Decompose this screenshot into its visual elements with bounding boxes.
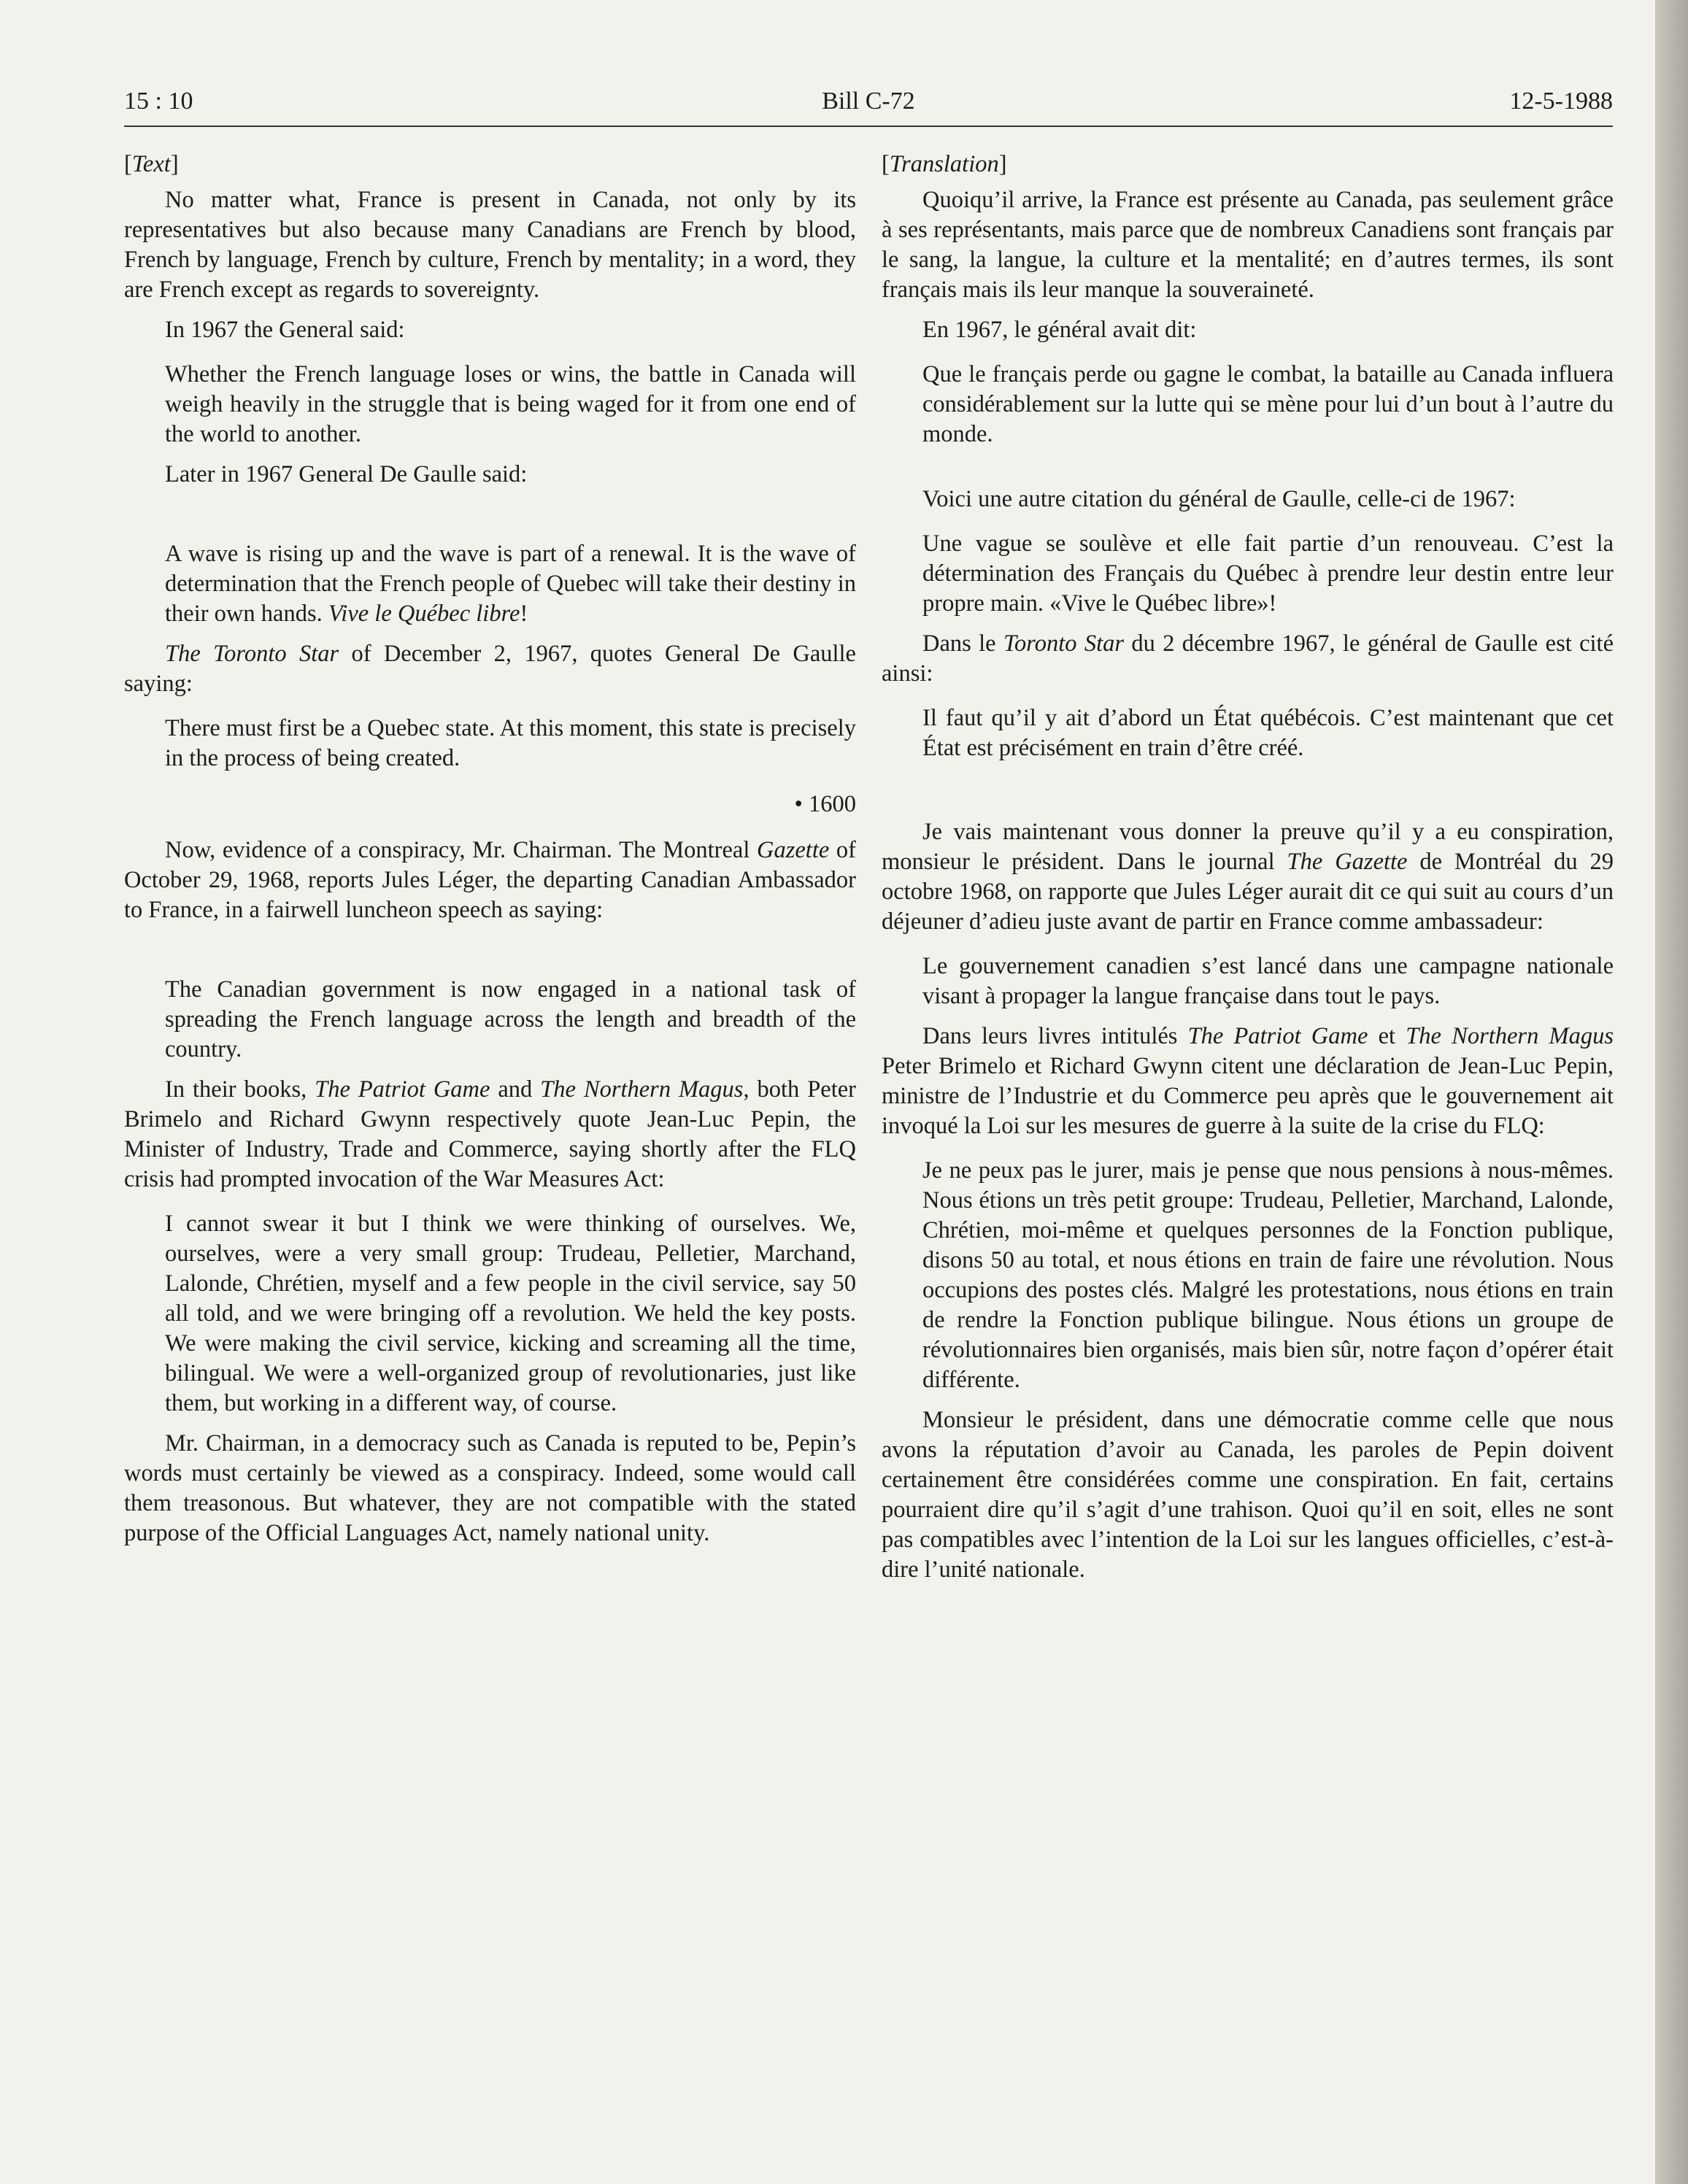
paragraph — [124, 1075, 856, 1195]
section-label-text: [ Text ] — [124, 150, 856, 180]
paragraph-text: et — [1368, 1023, 1406, 1049]
paragraph — [882, 1022, 1614, 1141]
paragraph-text: of October 29, 1968, reports Jules Léger, the departing Canadian Ambassador to France, in a fairwell luncheon speech as saying: — [124, 837, 856, 923]
paragraph — [882, 629, 1614, 689]
paragraph — [124, 836, 856, 925]
paragraph: Voici une autre citation du général de Gaulle, celle-ci de 1967: — [922, 486, 1516, 512]
quote-text: A wave is rising up and the wave is part of a renewal. It is the wave of determination that the French people of Quebec will take their destiny in their own hands. — [165, 541, 856, 627]
quotation: The Canadian government is now engaged in a national task of spreading the French language across the length and breadth of the country. — [165, 976, 856, 1062]
quotation: I cannot swear it but I think we were thinking of ourselves. We, ourselves, were a very small group: Trudeau, Pelletier, Marchand, Lalonde, Chrétien, myself and a few people in the civil service, say 50 all told, and we were bringing off a revolution. We held the key posts. We were making the civil service, kicking and screaming all the time, bilingual. We were a well-organized group of revolutionaries, just like them, but working in a different way, of course. — [165, 1211, 856, 1416]
page-edge-shadow — [1655, 0, 1688, 2184]
quotation — [165, 539, 856, 629]
paragraph: In 1967 the General said: — [165, 317, 405, 343]
header-rule — [124, 126, 1613, 127]
quote-text: ! — [520, 601, 528, 627]
spacer — [882, 460, 1614, 485]
paragraph-text: Now, evidence of a conspiracy, Mr. Chairman. The Montreal — [165, 837, 758, 863]
quote-italic: Vive le Québec libre — [328, 601, 520, 627]
newspaper-title: Gazette — [757, 837, 830, 863]
quotation: Que le français perde ou gagne le combat, la bataille au Canada influera considérablement sur la lutte qui se mène pour lui d’un bout à l’autre du monde. — [922, 361, 1614, 447]
english-column — [124, 150, 856, 1559]
bill-title: Bill C-72 — [822, 88, 915, 115]
paragraph: Quoiqu’il arrive, la France est présente au Canada, pas seulement grâce à ses représentants, mais parce que de nombreux Canadiens sont français par le sang, la langue, la culture et la mentalité; en d’autres termes, ils sont français mais ils leur manque la souveraineté. — [882, 187, 1614, 303]
paragraph: Later in 1967 General De Gaulle said: — [165, 461, 528, 487]
quotation: There must first be a Quebec state. At this moment, this state is precisely in the process of being created. — [165, 715, 856, 771]
quotation: Il faut qu’il y ait d’abord un État québécois. C’est maintenant que cet État est précisément en train d’être créé. — [922, 705, 1614, 761]
spacer — [882, 773, 1614, 817]
paragraph-text: In their books, — [165, 1076, 315, 1103]
quotation: Une vague se soulève et elle fait partie d’un renouveau. C’est la détermination des Français du Québec à prendre leur destin entre leur propre main. «Vive le Québec libre»! — [922, 530, 1614, 617]
french-column — [882, 150, 1614, 1595]
header-date: 12-5-1988 — [1509, 88, 1613, 115]
paragraph-text: of December 2, 1967, quotes General De Gaulle saying: — [124, 641, 856, 697]
paragraph-text: du 2 décembre 1967, le général de Gaulle est cité ainsi: — [882, 630, 1614, 687]
newspaper-title: The Gazette — [1287, 849, 1408, 875]
paragraph-text: , both Peter Brimelo and Richard Gwynn respectively quote Jean-Luc Pepin, the Minister of Industry, Trade and Commerce, saying shortly after the FLQ crisis had prompted invocation of the War Measures Act: — [124, 1076, 856, 1192]
spacer — [124, 935, 856, 960]
paragraph-text: Je vais maintenant vous donner la preuve qu’il y a eu conspiration, monsieur le président. Dans le journal — [882, 819, 1614, 875]
time-marker: • 1600 — [124, 790, 856, 819]
paragraph-text: Dans leurs livres intitulés — [922, 1023, 1188, 1049]
paragraph — [124, 639, 856, 699]
page-header — [124, 88, 1613, 131]
section-label-translation: [ Translation ] — [882, 150, 1614, 180]
paragraph: No matter what, France is present in Canada, not only by its representatives but also because many Canadians are French by blood, French by language, French by culture, French by mentality; in a word, they are French except as regards to sovereignty. — [124, 187, 856, 303]
newspaper-title: The Toronto Star — [165, 641, 339, 667]
quotation: Whether the French language loses or wins, the battle in Canada will weigh heavily in the struggle that is being waged for it from one end of the world to another. — [165, 361, 856, 447]
paragraph: Monsieur le président, dans une démocratie comme celle que nous avons la réputation d’avoir au Canada, les paroles de Pepin doivent certainement être considérées comme une conspiration. En fait, certains pourraient dire qu’il s’agit d’une trahison. Quoi qu’il en soit, elles ne sont pas compatibles avec l’intention de la Loi sur les langues officielles, c’est-à-dire l’unité nationale. — [882, 1407, 1614, 1583]
paragraph-text: Peter Brimelo et Richard Gwynn citent une déclaration de Jean-Luc Pepin, ministre de l’Industrie et du Commerce peu après que le gouvernement ait invoqué la Loi sur les mesures de guerre à la suite de la crise du FLQ: — [882, 1053, 1614, 1139]
paragraph-text: de Montréal du 29 octobre 1968, on rapporte que Jules Léger aurait dit ce qui suit au cours d’un déjeuner d’adieu juste avant de partir en France comme ambassadeur: — [882, 849, 1614, 935]
page-number: 15 : 10 — [124, 88, 193, 115]
book-title: The Patriot Game — [1187, 1023, 1368, 1049]
paragraph-text: and — [490, 1076, 541, 1103]
newspaper-title: Toronto Star — [1003, 630, 1125, 657]
quotation: Le gouvernement canadien s’est lancé dans une campagne nationale visant à propager la langue française dans tout le pays. — [922, 953, 1614, 1009]
spacer — [124, 500, 856, 525]
book-title: The Northern Magus — [540, 1076, 744, 1103]
quotation: Je ne peux pas le jurer, mais je pense que nous pensions à nous-mêmes. Nous étions un très petit groupe: Trudeau, Pelletier, Marchand, Lalonde, Chrétien, moi-même et quelques personnes de la Fonction publique, disons 50 au total, et nous étions en train de faire une révolution. Nous occupions des postes clés. Malgré les protestations, nous étions en train de rendre la Fonction publique bilingue. Nous étions un groupe de révolutionnaires bien organisés, mais bien sûr, notre façon d’opérer était différente. — [922, 1157, 1614, 1393]
paragraph: En 1967, le général avait dit: — [922, 317, 1197, 343]
paragraph-text: Dans le — [922, 630, 1003, 657]
book-title: The Patriot Game — [315, 1076, 490, 1103]
paragraph — [882, 817, 1614, 937]
paragraph: Mr. Chairman, in a democracy such as Canada is reputed to be, Pepin’s words must certainly be viewed as a conspiracy. Indeed, some would call them treasonous. But whatever, they are not compatible with the stated purpose of the Official Languages Act, namely national unity. — [124, 1430, 856, 1546]
book-title: The Northern Magus — [1406, 1023, 1614, 1049]
